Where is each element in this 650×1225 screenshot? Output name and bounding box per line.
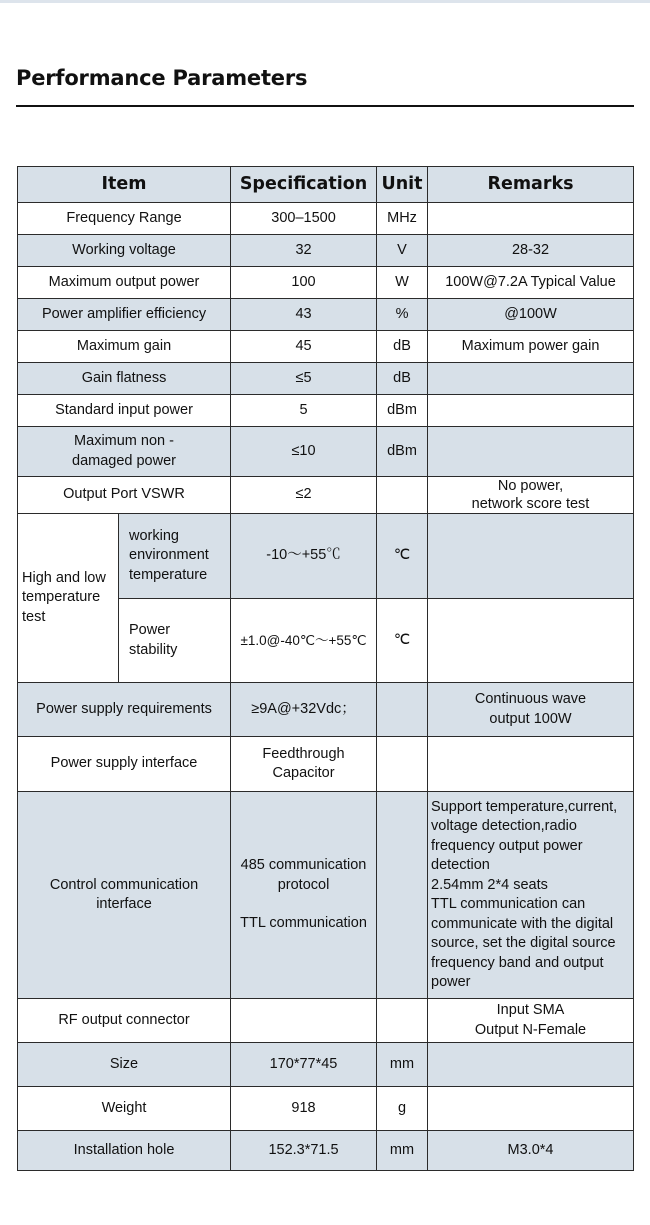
spec-cell: -10～+55℃ [231, 514, 377, 599]
spec-line: Capacitor [272, 765, 335, 781]
table-header-row [18, 167, 634, 203]
col-header-unit: Unit [377, 167, 428, 203]
sub-item-line: environment [129, 547, 209, 564]
unit-cell [377, 683, 428, 737]
item-cell: Power amplifier efficiency [18, 299, 231, 331]
remarks-line: TTL communication can [431, 896, 586, 912]
remarks-cell [428, 477, 634, 514]
remarks-cell: 100W@7.2A Typical Value [428, 267, 634, 299]
remarks-line: output 100W [489, 710, 572, 727]
spec-cell: 152.3*71.5 [231, 1131, 377, 1171]
remarks-cell [428, 792, 634, 999]
col-header-remarks: Remarks [428, 167, 634, 203]
spec-cell: 300–1500 [231, 203, 377, 235]
remarks-cell [428, 737, 634, 792]
remarks-cell [428, 683, 634, 737]
spec-line: protocol [277, 876, 330, 893]
remarks-line: Continuous wave [474, 691, 587, 707]
remarks-cell: Maximum power gain [428, 331, 634, 363]
sub-item-line: Power [129, 622, 171, 638]
spec-cell [231, 737, 377, 792]
table-row [18, 331, 634, 363]
remarks-cell [428, 999, 634, 1043]
remarks-cell [428, 363, 634, 395]
unit-cell: dB [377, 331, 428, 363]
table-row [18, 683, 634, 737]
remarks-line: Input SMA [496, 1002, 565, 1018]
item-cell: Output Port VSWR [18, 477, 231, 514]
table-row [18, 363, 634, 395]
unit-cell: dBm [377, 395, 428, 427]
spec-cell: ≤2 [231, 477, 377, 514]
item-line: Control communication [49, 876, 199, 893]
item-line: Maximum non - [74, 433, 174, 449]
remarks-line: source, set the digital source [431, 935, 616, 951]
item-cell: Weight [18, 1087, 231, 1131]
col-header-item: Item [18, 167, 231, 203]
remarks-cell: @100W [428, 299, 634, 331]
item-cell: Maximum output power [18, 267, 231, 299]
remarks-cell: M3.0*4 [428, 1131, 634, 1171]
temperature-test-group-cell [18, 514, 119, 683]
remarks-cell [428, 203, 634, 235]
spec-cell: 170*77*45 [231, 1043, 377, 1087]
table-row [18, 1043, 634, 1087]
remarks-cell: 28-32 [428, 235, 634, 267]
spec-cell: 45 [231, 331, 377, 363]
group-line: test [22, 608, 46, 625]
spec-cell: 32 [231, 235, 377, 267]
spec-cell: ±1.0@-40℃～+55℃ [231, 599, 377, 683]
item-cell: Size [18, 1043, 231, 1087]
spec-line: 485 communication [240, 857, 367, 874]
sub-item-line: stability [129, 641, 178, 658]
remarks-cell [428, 395, 634, 427]
remarks-line: frequency band and output [431, 954, 604, 971]
spec-cell [231, 792, 377, 999]
item-cell: Power supply interface [18, 737, 231, 792]
item-cell: Power supply requirements [18, 683, 231, 737]
title-underline [16, 105, 634, 107]
group-line: temperature [22, 589, 101, 606]
item-cell: Installation hole [18, 1131, 231, 1171]
table-row [18, 1087, 634, 1131]
remarks-cell [428, 514, 634, 599]
table-row [18, 792, 634, 999]
table-row [18, 999, 634, 1043]
unit-cell: dB [377, 363, 428, 395]
unit-cell: ℃ [377, 514, 428, 599]
remarks-cell [428, 427, 634, 477]
sub-item-line: working [129, 527, 179, 544]
item-line: damaged power [72, 452, 176, 469]
remarks-cell [428, 1087, 634, 1131]
group-line: High and low [22, 569, 106, 586]
remarks-line: voltage detection,radio [431, 818, 577, 834]
unit-cell [377, 792, 428, 999]
item-cell: Maximum gain [18, 331, 231, 363]
spec-cell: ≤10 [231, 427, 377, 477]
spec-cell: 43 [231, 299, 377, 331]
item-cell: Frequency Range [18, 203, 231, 235]
table-row [18, 203, 634, 235]
unit-cell: mm [377, 1043, 428, 1087]
spec-cell: 100 [231, 267, 377, 299]
unit-cell: % [377, 299, 428, 331]
item-line: interface [96, 896, 152, 912]
table-row [18, 1131, 634, 1171]
remarks-cell [428, 599, 634, 683]
sub-item-cell [119, 514, 231, 599]
unit-cell [377, 999, 428, 1043]
spec-line: Feedthrough [262, 745, 345, 762]
remarks-line: Output N-Female [474, 1021, 587, 1038]
unit-cell: MHz [377, 203, 428, 235]
sub-item-cell [119, 599, 231, 683]
table-row [18, 395, 634, 427]
remarks-line: frequency output power [431, 837, 583, 854]
item-cell: Working voltage [18, 235, 231, 267]
unit-cell [377, 737, 428, 792]
item-cell: Standard input power [18, 395, 231, 427]
spec-cell: 918 [231, 1087, 377, 1131]
unit-cell: ℃ [377, 599, 428, 683]
remarks-line: communicate with the digital [431, 915, 614, 932]
unit-cell: mm [377, 1131, 428, 1171]
table-row [18, 477, 634, 514]
remarks-line: network score test [471, 496, 590, 512]
remarks-line: No power, [497, 478, 564, 494]
item-cell [18, 427, 231, 477]
remarks-line: detection [431, 857, 490, 873]
spec-cell [231, 999, 377, 1043]
spec-line: TTL communication [240, 915, 367, 932]
page-title: Performance Parameters [16, 66, 308, 90]
spec-cell: ≤5 [231, 363, 377, 395]
sub-item-line: temperature [129, 566, 208, 583]
col-header-specification: Specification [231, 167, 377, 203]
item-cell [18, 792, 231, 999]
spec-cell: 5 [231, 395, 377, 427]
unit-cell: V [377, 235, 428, 267]
table-row [18, 737, 634, 792]
remarks-line: Support temperature,current, [431, 798, 618, 815]
unit-cell [377, 477, 428, 514]
unit-cell: g [377, 1087, 428, 1131]
table-row [18, 267, 634, 299]
item-cell: RF output connector [18, 999, 231, 1043]
table-row [18, 235, 634, 267]
table-row [18, 427, 634, 477]
remarks-line: power [431, 974, 471, 990]
remarks-line: 2.54mm 2*4 seats [431, 876, 548, 893]
table-row [18, 514, 634, 599]
table-row [18, 299, 634, 331]
spec-cell: ≥9A@+32Vdc； [231, 683, 377, 737]
unit-cell: W [377, 267, 428, 299]
performance-parameters-table [17, 166, 634, 1171]
top-accent-bar [0, 0, 650, 3]
unit-cell: dBm [377, 427, 428, 477]
remarks-cell [428, 1043, 634, 1087]
item-cell: Gain flatness [18, 363, 231, 395]
